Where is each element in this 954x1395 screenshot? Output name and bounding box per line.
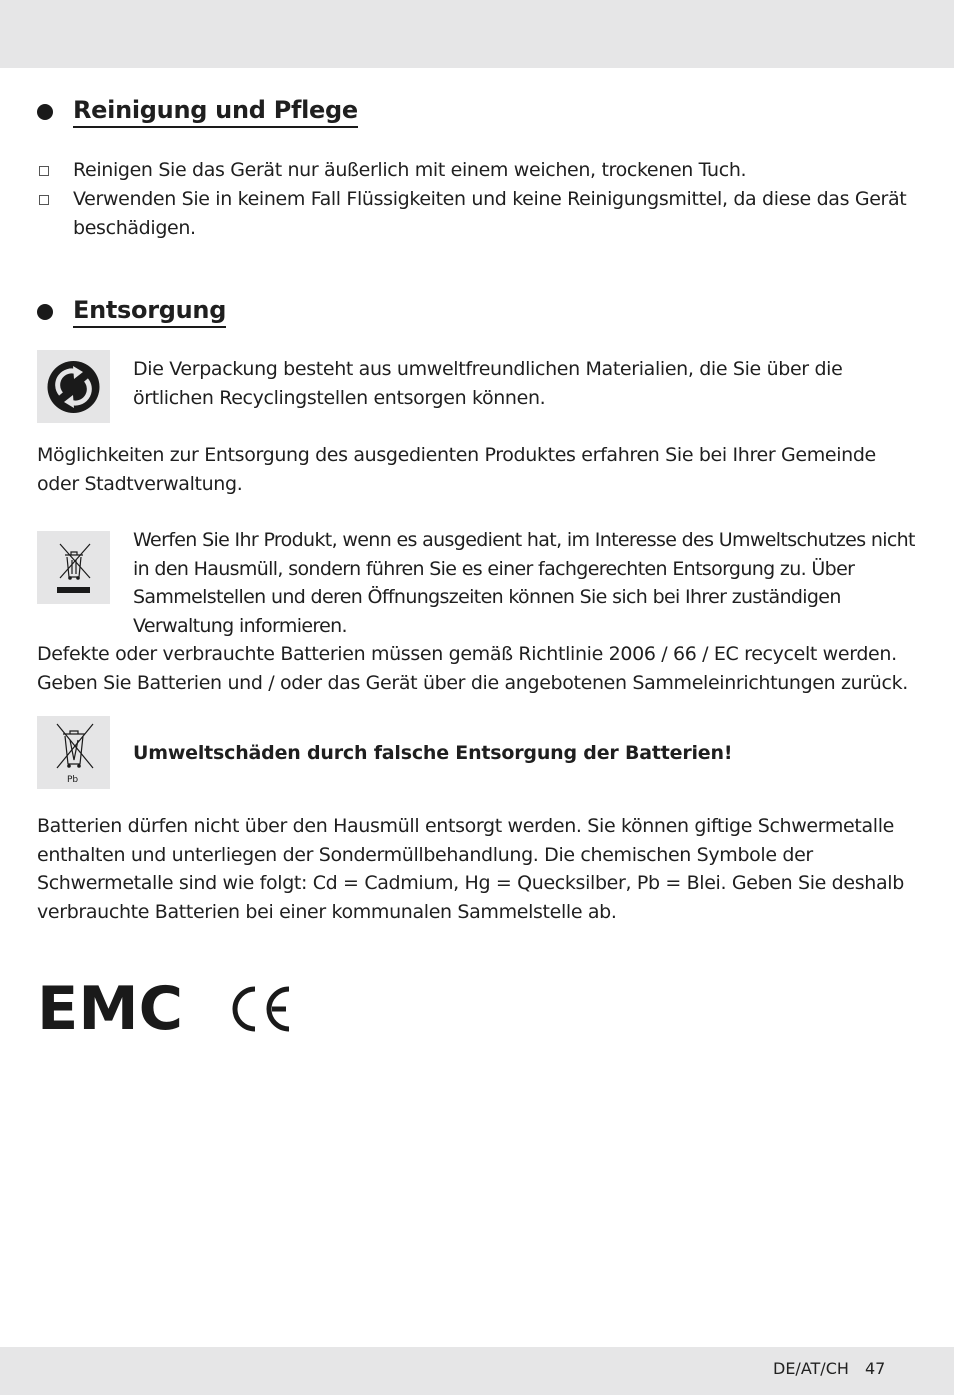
emc-logo	[37, 982, 187, 1032]
header-band	[0, 0, 954, 68]
care-item-2-text: Verwenden Sie in keinem Fall Flüssigkeiten und keine Reinigungsmittel, da diese das Gerät beschädigen.	[73, 188, 907, 239]
footer-region: DE/AT/CH	[773, 1359, 849, 1378]
crossed-bin-icon	[37, 531, 110, 604]
checkbox-bullet-icon	[39, 166, 49, 176]
heading-bullet-icon	[37, 104, 53, 120]
heading-care-title: Reinigung und Pflege	[73, 96, 358, 128]
heading-bullet-icon	[37, 304, 53, 320]
heading-disposal-title: Entsorgung	[73, 296, 226, 328]
ce-mark	[228, 986, 292, 1032]
weee-text: Werfen Sie Ihr Produkt, wenn es ausgedient hat, im Interesse des Umweltschutzes nicht in den Hausmüll, sondern führen Sie es einer fachgerechten Entsorgung zu. Über Sammelstellen und deren Öffnungszeiten können Sie sich bei Ihrer zuständigen Verwaltung informieren.	[133, 529, 915, 637]
care-item-1-text: Reinigen Sie das Gerät nur äußerlich mit einem weichen, trockenen Tuch.	[73, 159, 747, 181]
battery-directive-text: Defekte oder verbrauchte Batterien müssen gemäß Richtlinie 2006 / 66 / EC recycelt werden. Geben Sie Batterien und / oder das Gerät über die angebotenen Sammeleinrichtungen zurück.	[37, 643, 908, 694]
battery-icon-pb-label: Pb	[67, 775, 79, 785]
battery-warning-heading: Umweltschäden durch falsche Entsorgung der Batterien!	[133, 742, 733, 764]
product-disposal-options-text: Möglichkeiten zur Entsorgung des ausgedienten Produktes erfahren Sie bei Ihrer Gemeinde oder Stadtverwaltung.	[37, 444, 876, 495]
footer-page-number: 47	[865, 1359, 886, 1378]
emc-logo-text: EMC	[37, 982, 183, 1032]
packaging-text: Die Verpackung besteht aus umweltfreundlichen Materialien, die Sie über die örtlichen Recyclingstellen entsorgen können.	[133, 358, 843, 409]
checkbox-bullet-icon	[39, 195, 49, 205]
green-dot-recycling-icon	[37, 350, 110, 423]
heavy-metals-text: Batterien dürfen nicht über den Hausmüll entsorgt werden. Sie können giftige Schwermetalle enthalten und unterliegen der Sondermüllbehandlung. Die chemischen Symbole der Schwermetalle sind wie folgt: Cd = Cadmium, Hg = Quecksilber, Pb = Blei. Geben Sie deshalb verbrauchte Batterien bei einer kommunalen Sammelstelle ab.	[37, 815, 904, 923]
crossed-bin-pb-icon	[37, 716, 110, 789]
